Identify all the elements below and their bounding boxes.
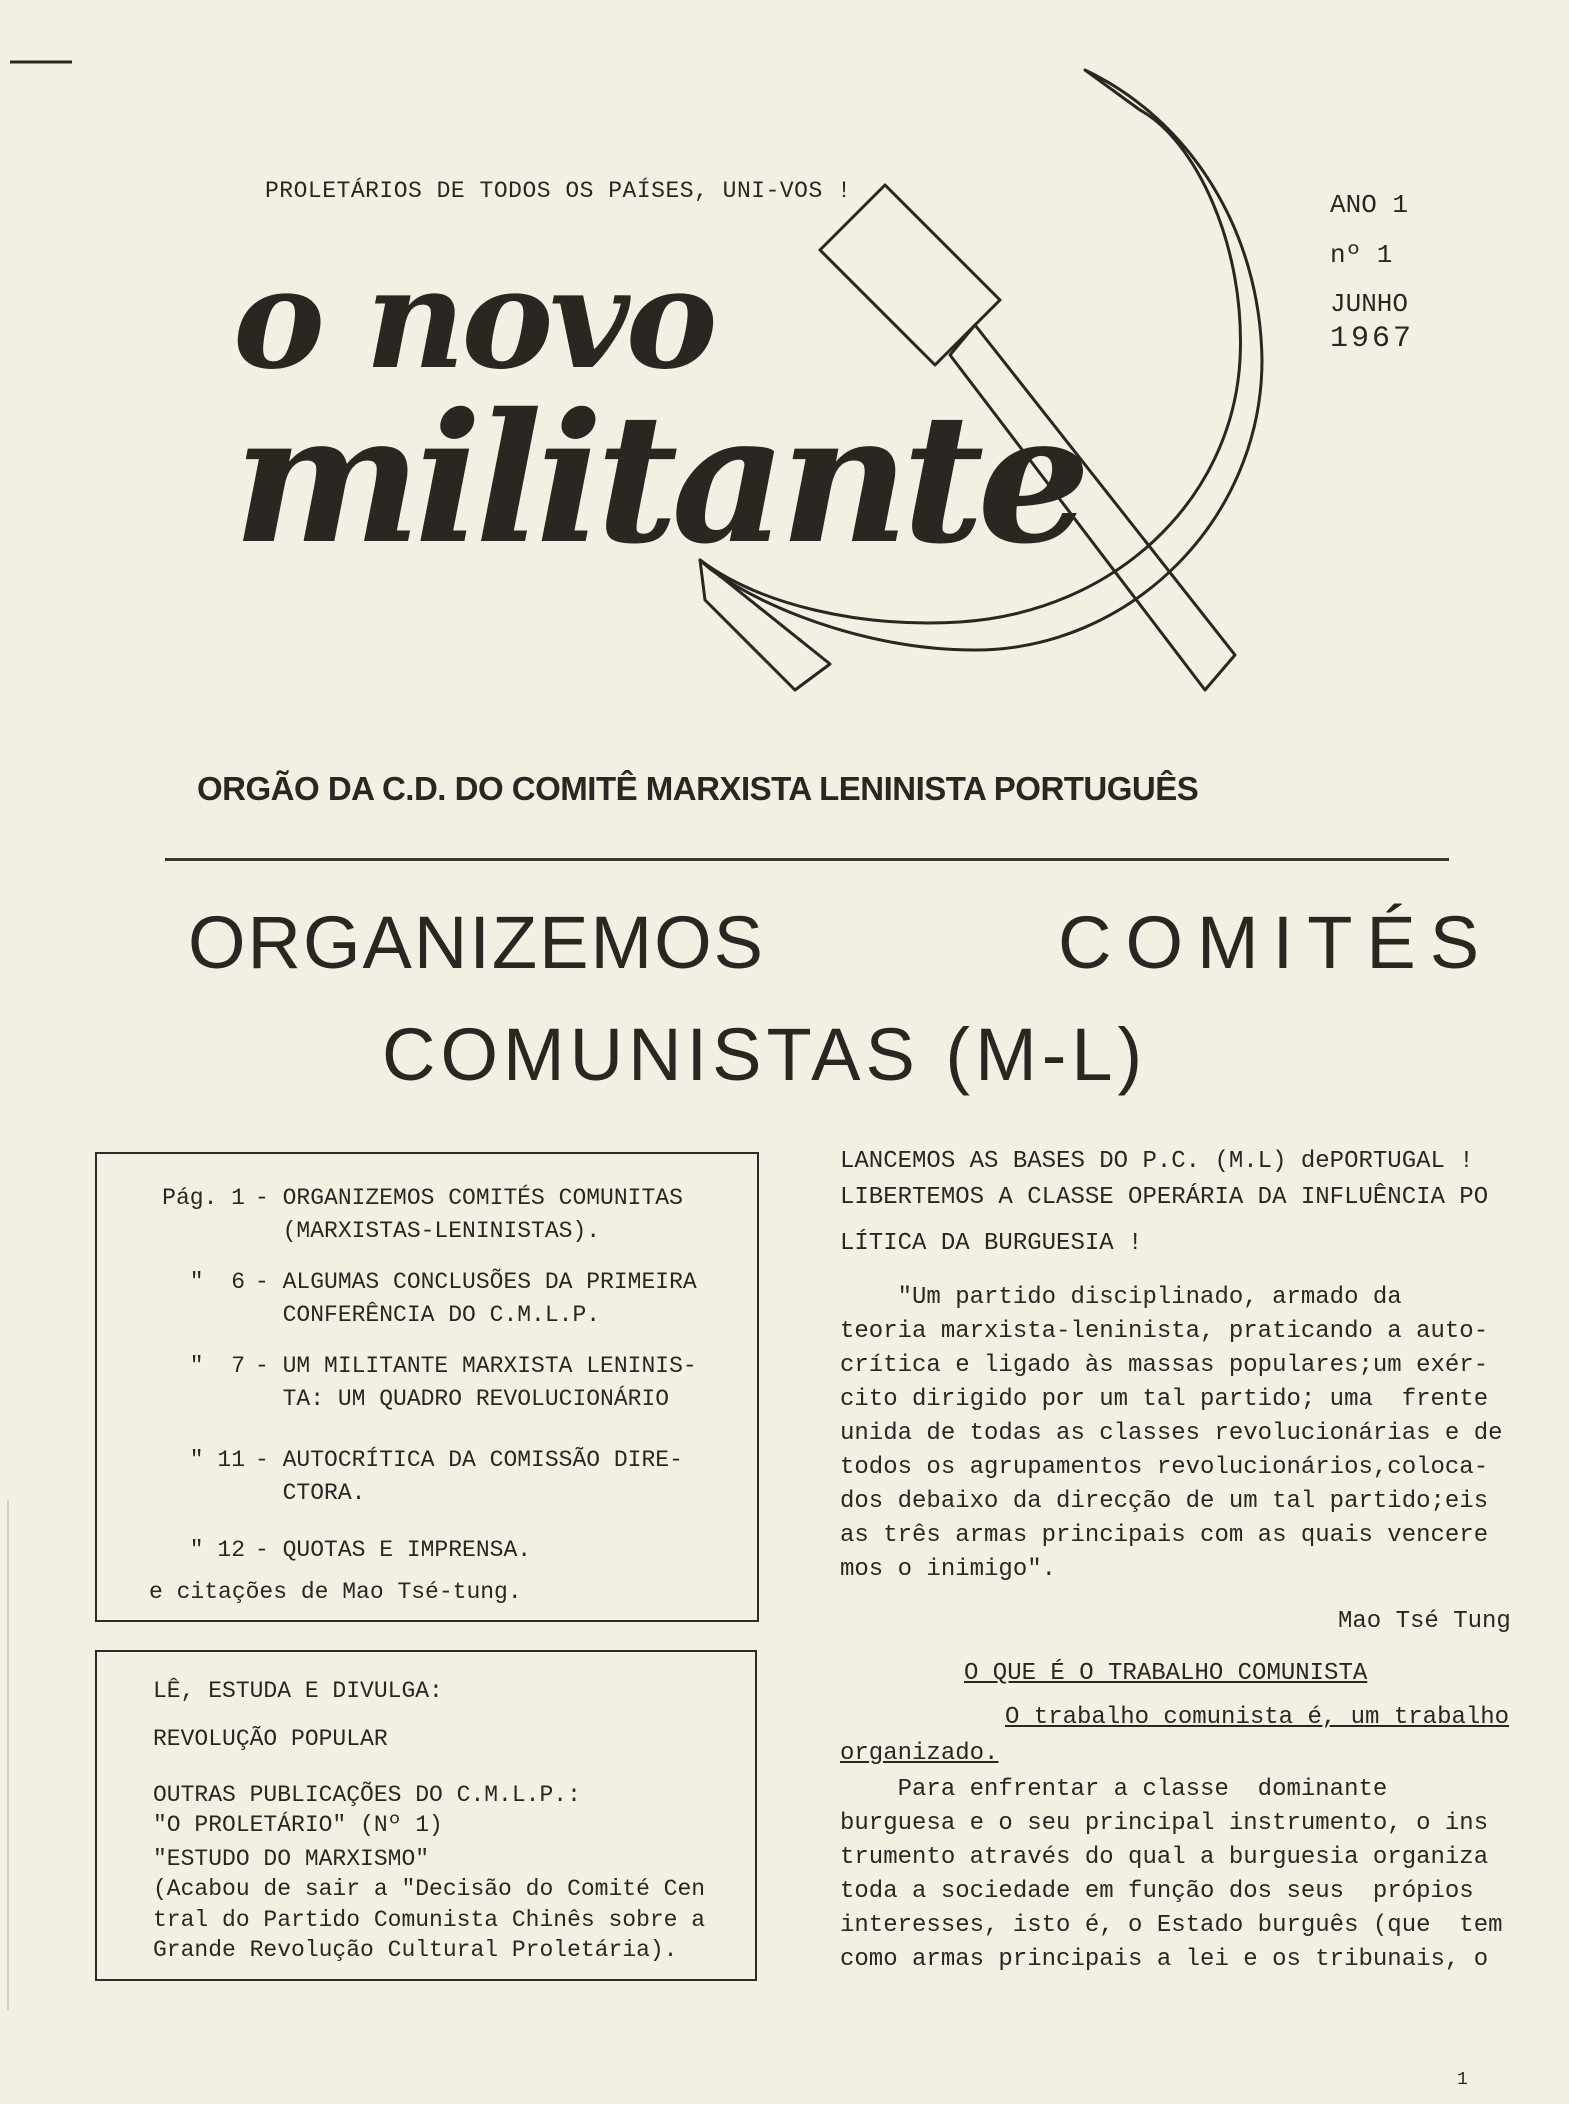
headline-part-1: ORGANIZEMOS (188, 901, 766, 984)
toc-line: CONFERÊNCIA DO C.M.L.P. (255, 1302, 601, 1328)
quote-line: as três armas principais com as quais vencere (840, 1522, 1489, 1549)
toc-item (97, 1182, 683, 1248)
quote-line: dos debaixo da direcção de um tal partido;eis (840, 1488, 1489, 1515)
quote-line: teoria marxista-leninista, praticando a auto- (840, 1318, 1489, 1345)
toc-page: Pág. 1 (162, 1185, 245, 1211)
quote-line: mos o inimigo". (840, 1556, 1057, 1583)
title-line-1: o novo (233, 237, 714, 400)
body-line: trumento através do qual a burguesia organiza (840, 1844, 1489, 1871)
pub-line: "O PROLETÁRIO" (Nº 1) (153, 1812, 443, 1838)
article-lead: LANCEMOS AS BASES DO P.C. (M.L) dePORTUGAL ! (840, 1148, 1474, 1175)
headline-part-2: COMITÉS (1058, 901, 1494, 984)
toc-footer: e citações de Mao Tsé-tung. (149, 1579, 522, 1605)
pub-line: LÊ, ESTUDA E DIVULGA: (153, 1678, 443, 1704)
toc-line: CTORA. (255, 1480, 366, 1506)
issue-month: JUNHO (1330, 289, 1409, 319)
pub-line: (Acabou de sair a "Decisão do Comité Cen (153, 1876, 706, 1902)
quote-line: unida de todas as classes revolucionárias e de (840, 1420, 1503, 1447)
body-line: interesses, isto é, o Estado burguês (que tem (840, 1912, 1503, 1939)
body-line: toda a sociedade em função dos seus própios (840, 1878, 1474, 1905)
masthead-divider (165, 858, 1449, 861)
pub-line: REVOLUÇÃO POPULAR (153, 1726, 388, 1752)
quote-author: Mao Tsé Tung (1338, 1608, 1511, 1635)
toc-item (97, 1266, 697, 1332)
page-number: 1 (1457, 2070, 1468, 2090)
quote-line: cito dirigido por um tal partido; uma frente (840, 1386, 1489, 1413)
toc-item (97, 1350, 697, 1416)
issue-info (1330, 180, 1414, 356)
toc-line: TA: UM QUADRO REVOLUCIONÁRIO (255, 1386, 670, 1412)
issue-year-label: ANO 1 (1330, 190, 1409, 220)
toc-page: " 7 (189, 1353, 245, 1379)
headline-part-3: COMUNISTAS (M-L) (382, 1013, 1148, 1096)
toc-line: (MARXISTAS-LENINISTAS). (255, 1218, 601, 1244)
publications-box (95, 1650, 757, 1981)
quote-line: "Um partido disciplinado, armado da (840, 1284, 1402, 1311)
article-lead: LIBERTEMOS A CLASSE OPERÁRIA DA INFLUÊNCIA PO (840, 1184, 1489, 1211)
pub-line: OUTRAS PUBLICAÇÕES DO C.M.L.P.: (153, 1782, 581, 1808)
body-line: burguesa e o seu principal instrumento, o ins (840, 1810, 1489, 1837)
issue-date-year: 1967 (1330, 322, 1415, 356)
toc-item (97, 1444, 683, 1510)
title-line-2: militante (233, 374, 1084, 583)
masthead-motto: PROLETÁRIOS DE TODOS OS PAÍSES, UNI-VOS ! (265, 178, 852, 204)
toc-item (97, 1534, 531, 1567)
body-line: Para enfrentar a classe dominante (840, 1776, 1388, 1803)
toc-line: - ALGUMAS CONCLUSÕES DA PRIMEIRA (255, 1269, 697, 1295)
pub-line: "ESTUDO DO MARXISMO" (153, 1846, 430, 1872)
toc-page: " 11 (189, 1447, 245, 1473)
section-lead: organizado. (840, 1740, 999, 1767)
body-line: como armas principais a lei e os tribunais, o (840, 1946, 1489, 1973)
section-title: O QUE É O TRABALHO COMUNISTA (964, 1660, 1368, 1687)
table-of-contents (95, 1152, 759, 1622)
toc-line: - UM MILITANTE MARXISTA LENINIS- (255, 1353, 697, 1379)
section-lead: O trabalho comunista é, um trabalho (1005, 1704, 1510, 1731)
article-lead: LÍTICA DA BURGUESIA ! (840, 1230, 1143, 1257)
quote-line: crítica e ligado às massas populares;um exér- (840, 1352, 1489, 1379)
toc-line: - AUTOCRÍTICA DA COMISSÃO DIRE- (255, 1447, 683, 1473)
quote-line: todos os agrupamentos revolucionários,coloca- (840, 1454, 1489, 1481)
toc-line: - QUOTAS E IMPRENSA. (255, 1537, 532, 1563)
pub-line: tral do Partido Comunista Chinês sobre a (153, 1907, 706, 1933)
toc-line: - ORGANIZEMOS COMITÉS COMUNITAS (255, 1185, 683, 1211)
pub-line: Grande Revolução Cultural Proletária). (153, 1937, 678, 1963)
toc-page: " 12 (189, 1537, 245, 1563)
masthead-subtitle: ORGÃO DA C.D. DO COMITÊ MARXISTA LENINISTA PORTUGUÊS (197, 770, 1199, 807)
toc-page: " 6 (189, 1269, 245, 1295)
issue-number: nº 1 (1330, 240, 1393, 270)
